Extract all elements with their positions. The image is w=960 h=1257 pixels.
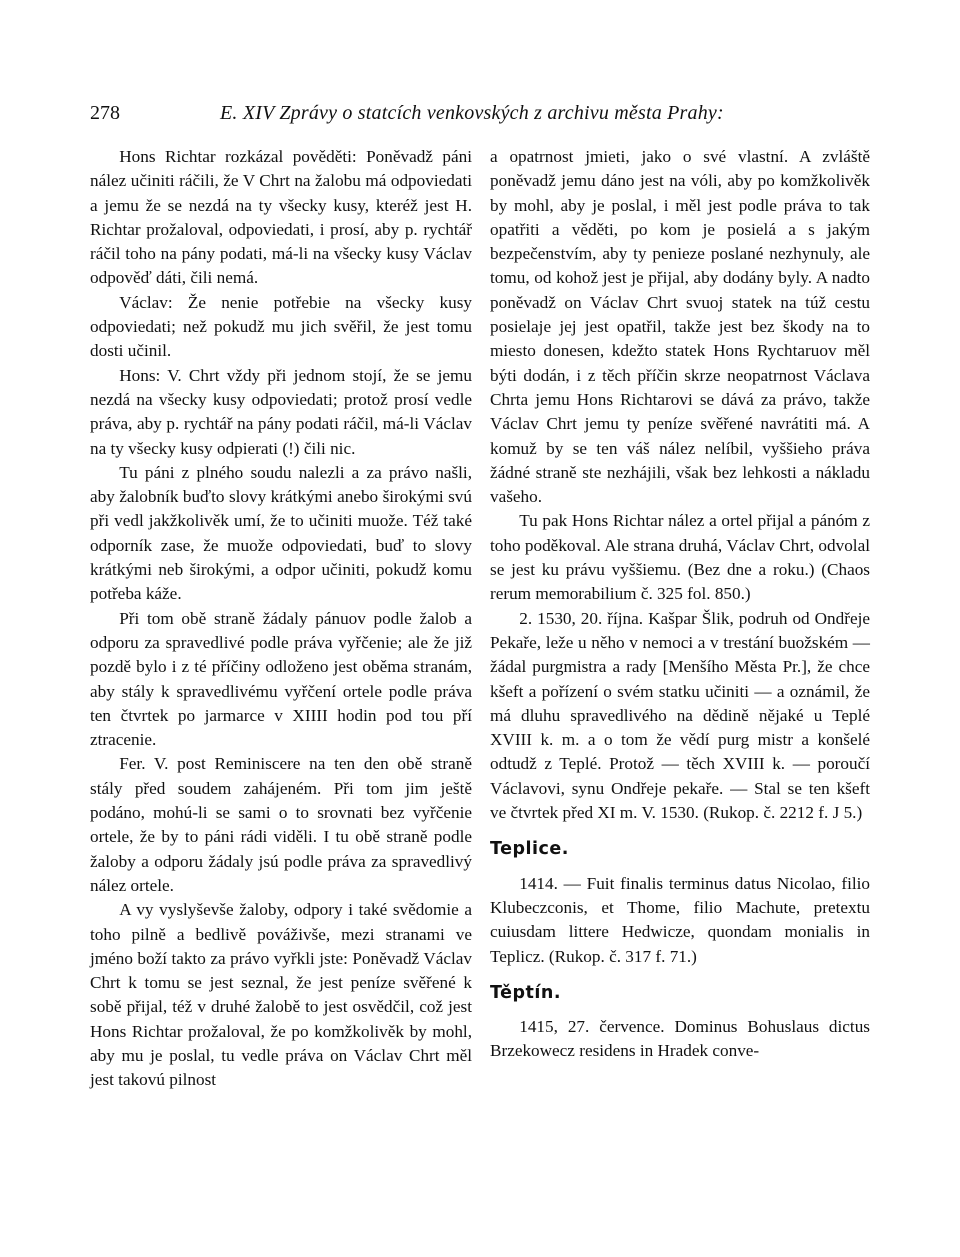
paragraph: Hons: V. Chrt vždy při jednom stojí, že se jemu nezdá na všecky kusy odpoviedati; protož prosí vedle práva, aby p. rychtář na pány podati ráčil, má-li Václav na ty všecky kusy odpierati (!) čili nic. xyxy=(90,365,472,458)
page-header xyxy=(90,98,870,128)
paragraph: Václav: Že nenie potřebie na všecky kusy odpoviedati; než pokudž mu jich svěřil, že jest tomu dosti učinil. xyxy=(90,292,472,361)
paragraph: 2. 1530, 20. října. Kašpar Šlik, podruh od Ondřeje Pekaře, leže u něho v nemoci a v trestání buožském — žádal purgmistra a rady [Menšího Města Pr.], že chce kšeft a pořízení o svém statku učiniti — a oznámil, že má dluhu spravedlivého na dědině nějaké u Teplé XVIII k. m. a o tom že vědí purg mistr a konšelé odtudž z Teplé. Protož — těch XVIII k. — poroučí Václavovi, synu Ondřeje pekaře. — Stal se ten kšeft ve čtvrtek před XI m. V. 1530. (Rukop. č. 2212 f. J 5.) xyxy=(490,608,870,823)
paragraph: Při tom obě straně žádaly pánuov podle žalob a odporu za spravedlivé podle práva vyřčenie; ale že již pozdě bylo i z té příčiny odloženo jest oběma stranám, aby stály k spravedlivému vyřčení ortele podle práva ten čtvrtek po jarmarce v XIIII hodin pod tou pří ztracenie. xyxy=(90,608,472,750)
section-heading-teptin: Těptín. xyxy=(490,982,561,1003)
paragraph: Hons Richtar rozkázal pověděti: Poněvadž páni nález učiniti ráčili, že V Chrt na žalobu má odpoviedati a jemu že se nezdá na ty všecky kusy, kteréž jest H. Richtar prožaloval, odpoviedati, i prosí, aby p. rychtář ráčil toho na pány podati, má-li na všecky kusy Václav odpověď dáti, čili nemá. xyxy=(90,147,472,288)
paragraph: Fer. V. post Reminiscere na ten den obě straně stály před soudem zahájeném. Při tom jim ještě podáno, mohú-li se sami o to srovnati bez vyřčenie ortele, že by to páni rádi viděli. I tu obě straně podle žaloby a odporu žádaly jsú podle práva za spravedlivý nález ortele. xyxy=(90,754,472,895)
right-column xyxy=(490,145,870,1064)
paragraph-continuation: a opatrnost jmieti, jako o své vlastní. A zvláště poněvadž jemu dáno jest na vóli, aby po komžkolivěk by mohl, aby je poslal, i měl jest podle práva to tak opatřiti a věděti, po kom je posielá a s jakým bezpečenstvím, aby ty penieze poslané nezhynuly, ale tomu, od kohož jest je přijal, aby dodány byly. A nadto poněvadž on Václav Chrt svuoj statek na túž cestu posielaje jej jest opatřil, takže jest bez škody na to miesto donesen, kdežto statek Hons Rychtaruov měl býti dodán, i z těch příčin skrze neopatrnost Václava Chrta jemu Hons Richtarovi se dává za právo, takže Václav Chrt jemu ty peníze svěřené navrátiti má. A komuž by se ten váš nález nelíbil, vyššieho práva žádné straně ste nezhájili, však bez lehkosti a nákladu vašeho. xyxy=(490,147,870,507)
paragraph: A vy vyslyševše žaloby, odpory i také svědomie a toho pilně a bedlivě pováživše, mezi stranami ve jméno boží takto za právo vyřkli jste: Poněvadž Václav Chrt k tomu se jest seznal, že jest peníze svěřené k sobě přijal, též v druhé žalobě to jest osvědčil, což jest Hons Richtar prožaloval, že po komžkolivěk by mohl, aby mu je poslal, tu vedle práva on Václav Chrt měl jest takovú pilnost xyxy=(90,900,472,1090)
section-heading-teplice: Teplice. xyxy=(490,839,569,860)
paragraph: Tu páni z plného soudu nalezli a za právo našli, aby žalobník buďto slovy krátkými anebo širokými svú při vedl jakžkolivěk umí, že to učiniti muože. Též také odporník zase, že muože odpoviedati, buď to slovy krátkými neb širokými, a odpor učiniti, pokudž komu potřeba káže. xyxy=(90,462,472,604)
section-text-teplice: 1414. — Fuit finalis terminus datus Nicolao, filio Klubeczconis, et Thome, filio Machute, pretextu cuiusdam littere Hedwicze, quondam monialis in Teplicz. (Rukop. č. 317 f. 71.) xyxy=(490,873,870,966)
paragraph: Tu pak Hons Richtar nález a ortel přijal a pánóm z toho poděkoval. Ale strana druhá, Václav Chrt, odvolal se jest ku právu vyššiemu. (Bez dne a roku.) (Chaos rerum memorabilium č. 325 fol. 850.) xyxy=(490,511,870,604)
running-title: E. XIV Zprávy o statcích venkovských z archivu města Prahy: xyxy=(220,102,724,124)
left-column xyxy=(90,145,472,1093)
page-number: 278 xyxy=(90,102,120,124)
section-text-teptin: 1415, 27. července. Dominus Bohuslaus dictus Brzekowecz residens in Hradek conve- xyxy=(490,1017,870,1061)
